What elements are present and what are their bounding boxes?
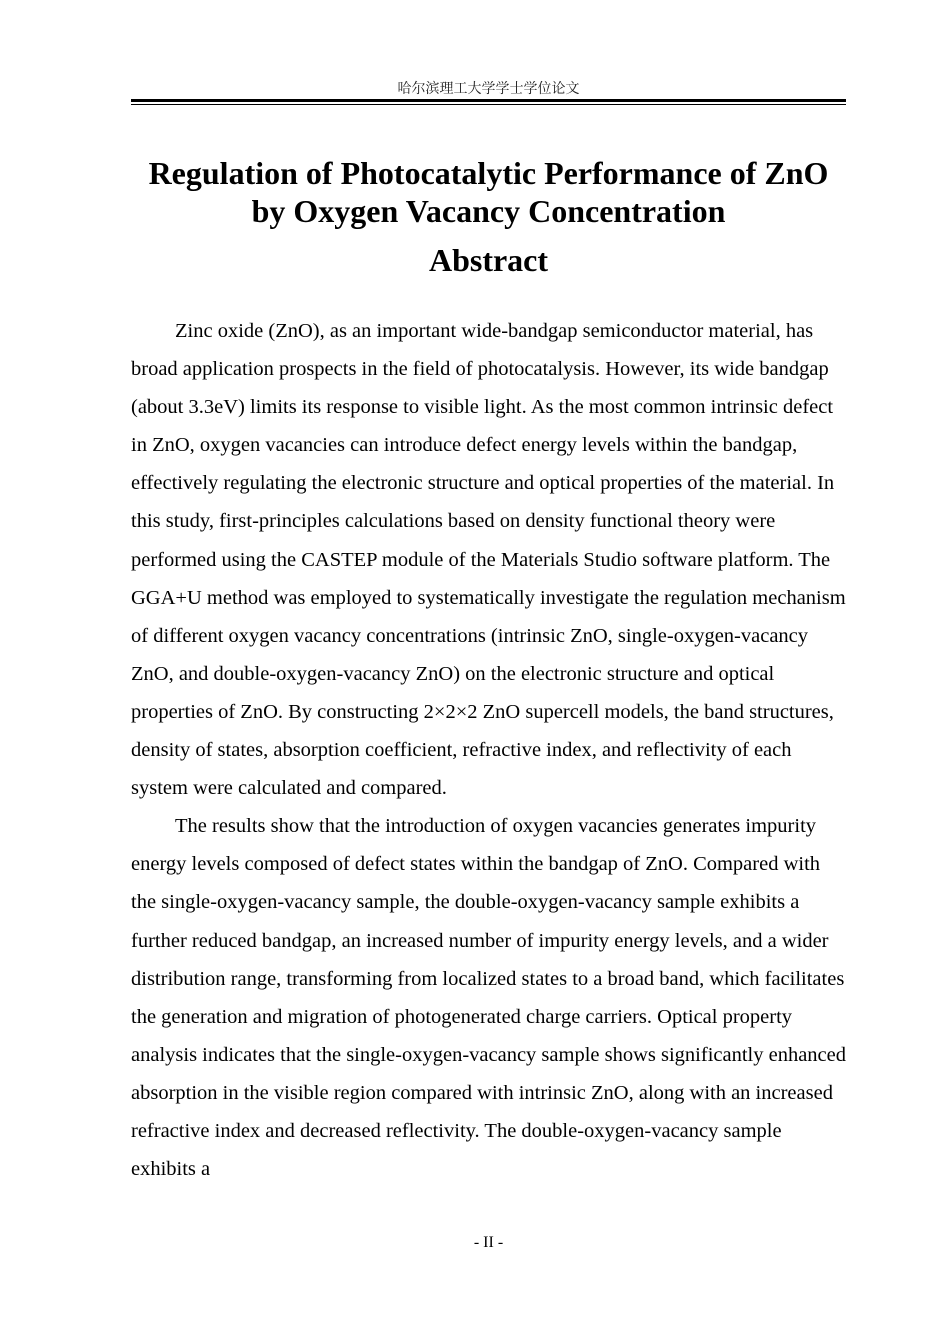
page-number: - II - xyxy=(473,1234,504,1251)
thesis-title xyxy=(131,154,846,230)
abstract-paragraph-2: The results show that the introduction of oxygen vacancies generates impurity energy levels composed of defect states within the bandgap of ZnO. Compared with the single-oxygen-vacancy sample, the double-oxygen-vacancy sample exhibits a further reduced bandgap, an increased number of impurity energy levels, and a wider distribution range, transforming from localized states to a broad band, which facilitates the generation and migration of photogenerated charge carriers. Optical property analysis indicates that the single-oxygen-vacancy sample shows significantly enhanced absorption in the visible region compared with intrinsic ZnO, along with an increased refractive index and decreased reflectivity. The double-oxygen-vacancy sample exhibits a xyxy=(131,815,847,1181)
title-line-2: by Oxygen Vacancy Concentration xyxy=(251,193,726,229)
title-line-1: Regulation of Photocatalytic Performance of ZnO xyxy=(148,155,829,191)
header-rule-thin xyxy=(131,104,846,105)
abstract-heading: Abstract xyxy=(428,242,549,278)
running-header: 哈尔滨理工大学学士学位论文 xyxy=(397,81,580,97)
abstract-body xyxy=(131,312,846,1188)
header-rule-thick xyxy=(131,99,846,102)
abstract-paragraph-1: Zinc oxide (ZnO), as an important wide-bandgap semiconductor material, has broad application prospects in the field of photocatalysis. However, its wide bandgap (about 3.3eV) limits its response to visible light. As the most common intrinsic defect in ZnO, oxygen vacancies can introduce defect energy levels within the bandgap, effectively regulating the electronic structure and optical properties of the material. In this study, first-principles calculations based on density functional theory were performed using the CASTEP module of the Materials Studio software platform. The GGA+U method was employed to systematically investigate the regulation mechanism of different oxygen vacancy concentrations (intrinsic ZnO, single-oxygen-vacancy ZnO, and double-oxygen-vacancy ZnO) on the electronic structure and optical properties of ZnO. By constructing 2×2×2 ZnO supercell models, the band structures, density of states, absorption coefficient, refractive index, and reflectivity of each system were calculated and compared. xyxy=(131,320,846,800)
